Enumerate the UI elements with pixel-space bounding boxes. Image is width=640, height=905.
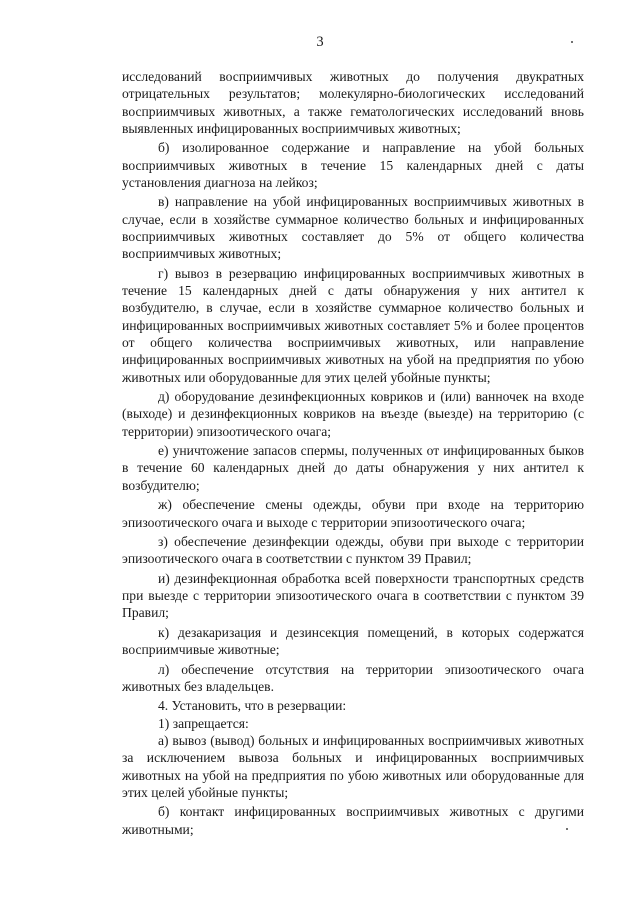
- paragraph-g: г) вывоз в резервацию инфицированных восприимчивых животных в течение 15 календарных дней с даты обнаружения у них антител к возбудителю, в случае, если в хозяйстве суммарное количество больных и инфицированных восприимчивых животных составляет 5% и более процентов от общего количества восприимчивых животных, или направление инфицированных восприимчивых животных на убой на предприятия по убою животных или оборудованные для этих целей убойные пункты;: [122, 265, 584, 385]
- paragraph-zh: ж) обеспечение смены одежды, обуви при входе на территорию эпизоотического очага и выходе с территории эпизоотического очага;: [122, 497, 584, 530]
- paragraph-0: исследований восприимчивых животных до получения двукратных отрицательных результатов; молекулярно-биологических исследований восприимчивых животных, а также гематологических исследований вновь выявленных инфицированных восприимчивых животных;: [122, 69, 584, 136]
- paragraph-b: б) изолированное содержание и направление на убой больных восприимчивых животных в течение 15 календарных дней с даты установления диагноза на лейкоз;: [122, 140, 584, 190]
- paragraph-4-1: 1) запрещается:: [158, 715, 249, 731]
- paragraph-4-1-b: б) контакт инфицированных восприимчивых животных с другими животными;: [122, 804, 584, 837]
- page-number: 3: [316, 34, 324, 50]
- scan-speck: [566, 828, 568, 830]
- paragraph-z: з) обеспечение дезинфекции одежды, обуви при выходе с территории эпизоотического очага в соответствии с пунктом 39 Правил;: [122, 534, 584, 567]
- paragraph-i: и) дезинфекционная обработка всей поверхности транспортных средств при выезде с территории эпизоотического очага в соответствии с пунктом 39 Правил;: [122, 570, 584, 621]
- scan-speck: [571, 41, 573, 43]
- paragraph-d: д) оборудование дезинфекционных ковриков и (или) ванночек на входе (выходе) и дезинфекционных ковриков на въезде (выезде) на территорию (с территории) эпизоотического очага;: [122, 389, 584, 439]
- paragraph-4-1-a: а) вывоз (вывод) больных и инфицированных восприимчивых животных за исключением вывоза больных и инфицированных восприимчивых животных на убой на предприятия по убою животных или оборудованные для этих целей убойные пункты;: [122, 733, 584, 800]
- paragraph-k: к) дезакаризация и дезинсекция помещений, в которых содержатся восприимчивые животные;: [122, 624, 584, 658]
- document-body: [122, 68, 584, 840]
- paragraph-v: в) направление на убой инфицированных восприимчивых животных в случае, если в хозяйстве суммарное количество больных и инфицированных восприимчивых животных составляет до 5% от общего количества восприимчивых животных;: [122, 194, 584, 262]
- paragraph-4: 4. Установить, что в резервации:: [158, 698, 347, 714]
- paragraph-e: е) уничтожение запасов спермы, полученных от инфицированных быков в течение 60 календарных дней до даты обнаружения у них антител к возбудителю;: [122, 443, 584, 493]
- paragraph-l: л) обеспечение отсутствия на территории эпизоотического очага животных без владельцев.: [122, 661, 584, 694]
